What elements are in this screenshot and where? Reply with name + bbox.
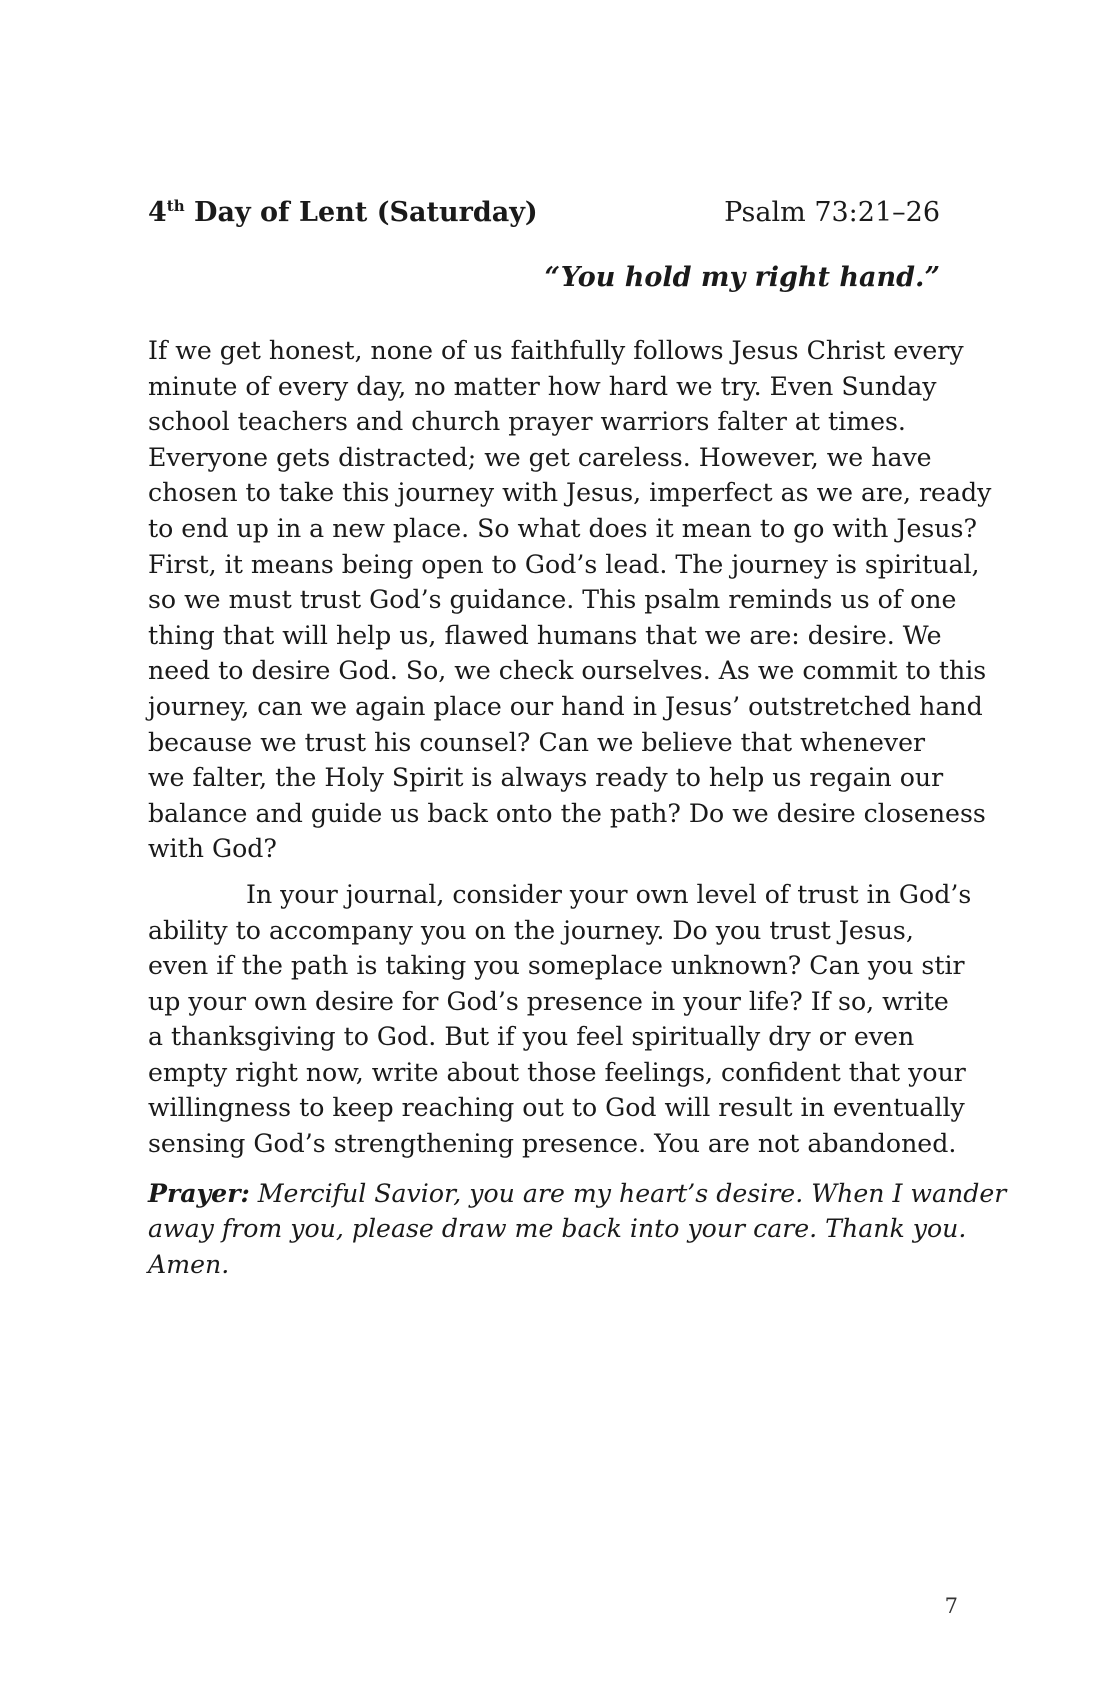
text-line: chosen to take this journey with Jesus, imperfect as we are, ready [148, 478, 992, 508]
text-line: balance and guide us back onto the path? Do we desire closeness [148, 798, 986, 828]
prayer-text: Merciful Savior, you are my heart’s desire. When I wander [249, 1178, 1007, 1208]
page-number: 7 [944, 1594, 958, 1618]
text-line: need to desire God. So, we check ourselves. As we commit to this [148, 656, 987, 686]
text-line: school teachers and church prayer warriors falter at times. [148, 407, 906, 437]
text-line: we falter, the Holy Spirit is always ready to help us regain our [148, 763, 944, 793]
text-line: to end up in a new place. So what does it mean to go with Jesus? [148, 513, 977, 543]
text-line: If we get honest, none of us faithfully follows Jesus Christ every [148, 336, 964, 365]
text-line: a thanksgiving to God. But if you feel spiritually dry or even [148, 1022, 915, 1052]
prayer-line: Amen. [148, 1249, 230, 1279]
day-ordinal-suffix: th [166, 197, 185, 215]
prayer-label: Prayer: [148, 1177, 250, 1208]
devotion-header [148, 197, 940, 228]
text-line: because we trust his counsel? Can we believe that whenever [148, 727, 926, 757]
devotion-body [148, 333, 1007, 1282]
prayer-line [148, 1176, 1007, 1212]
text-line: even if the path is taking you someplace unknown? Can you stir [148, 951, 965, 981]
text-line: journey, can we again place our hand in Jesus’ outstretched hand [148, 691, 983, 721]
text-line: so we must trust God’s guidance. This psalm reminds us of one [148, 585, 957, 615]
journal-paragraph [148, 877, 972, 1162]
scripture-reference: Psalm 73:21–26 [724, 197, 940, 228]
day-title-text: Day of Lent (Saturday) [184, 197, 538, 228]
text-line-content: In your journal, consider your own level of trust in God’s [246, 879, 972, 909]
day-number: 4 [148, 197, 167, 228]
text-line: with God? [148, 834, 277, 864]
reflection-paragraph [148, 333, 992, 867]
text-line: up your own desire for God’s presence in your life? If so, write [148, 986, 949, 1016]
text-line: ability to accompany you on the journey. Do you trust Jesus, [148, 915, 914, 945]
text-line: thing that will help us, flawed humans that we are: desire. We [148, 620, 942, 650]
prayer-paragraph [148, 1176, 1007, 1283]
text-line: First, it means being open to God’s lead. The journey is spiritual, [148, 549, 980, 579]
text-line: empty right now, write about those feelings, confident that your [148, 1057, 966, 1087]
key-verse: “You hold my right hand.” [544, 262, 940, 293]
day-title [148, 197, 538, 228]
text-line-indented [148, 877, 972, 913]
text-line: willingness to keep reaching out to God will result in eventually [148, 1093, 965, 1123]
text-line: minute of every day, no matter how hard we try. Even Sunday [148, 371, 937, 401]
text-line: Everyone gets distracted; we get careless. However, we have [148, 442, 932, 472]
text-line: sensing God’s strengthening presence. You are not abandoned. [148, 1129, 957, 1159]
prayer-line: away from you, please draw me back into your care. Thank you. [148, 1214, 967, 1244]
